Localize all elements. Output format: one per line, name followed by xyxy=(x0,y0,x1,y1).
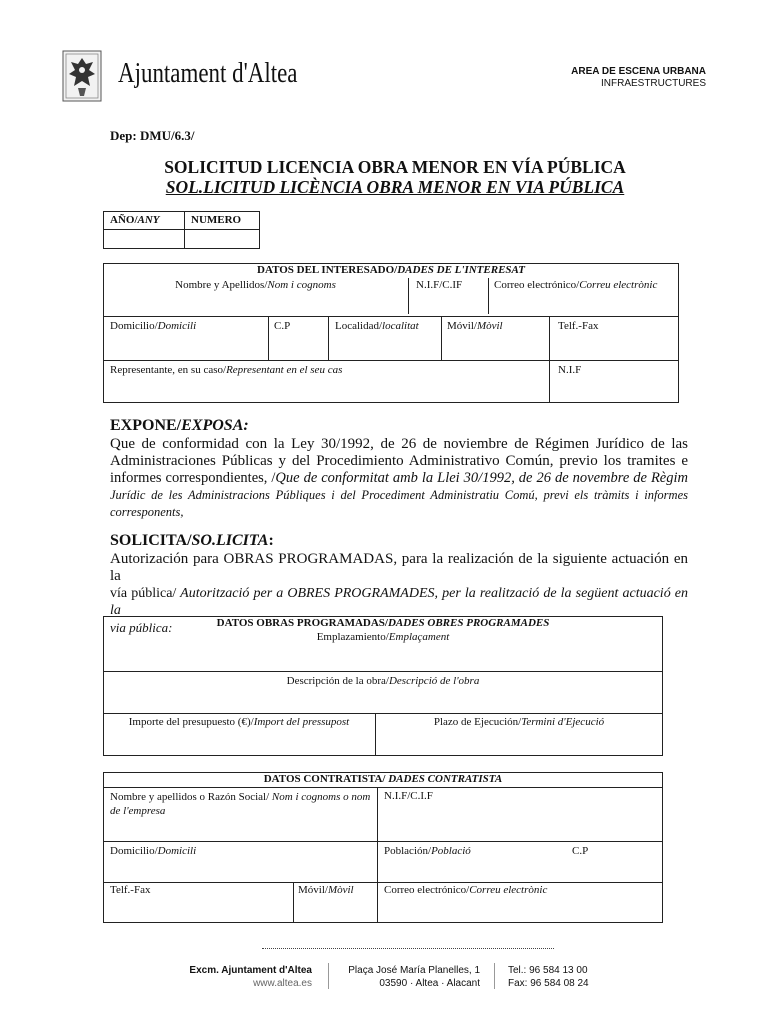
localidad-field[interactable] xyxy=(329,334,440,358)
solicita-line-3: via pública: xyxy=(110,620,173,635)
contratista-movil-label: Móvil/Mòvil xyxy=(298,884,354,896)
telf-field[interactable] xyxy=(550,334,678,358)
contratista-nif-label: N.I.F/C.I.F xyxy=(384,790,433,802)
org-name: Ajuntament d'Altea xyxy=(118,58,298,89)
representante-label: Representante, en su caso/Representant en el seu cas xyxy=(110,364,343,376)
footer-divider xyxy=(262,948,554,949)
expone-text xyxy=(110,436,688,521)
nif-label: N.I.F/C.IF xyxy=(416,279,463,291)
emplazamiento-label: Emplazamiento/Emplaçament xyxy=(316,631,450,643)
cp-field[interactable] xyxy=(269,334,327,358)
coat-of-arms-logo xyxy=(62,50,102,102)
solicita-heading: SOLICITA/SO.LICITA: xyxy=(110,532,274,549)
solicita-line-2: vía pública/ Autorització per a OBRES PROGRAMADES, per la realització de la següent actuació en la xyxy=(110,586,689,618)
expone-line-5: corresponents, xyxy=(110,505,184,519)
area-title: AREA DE ESCENA URBANA xyxy=(571,66,706,77)
contratista-nombre-label: Nombre y apellidos o Razón Social/ Nom i cognoms o nom de l'empresa xyxy=(110,791,371,817)
footer-fax: Fax: 96 584 08 24 xyxy=(508,978,589,989)
domicilio-field[interactable] xyxy=(104,334,267,358)
expone-line-3: informes correspondientes, /Que de conformitat amb la Llei 30/1992, de 26 de novembre de Règim xyxy=(110,470,688,486)
representante-nif-label: N.I.F xyxy=(558,364,582,376)
name-label: Nombre y Apellidos/Nom i cognoms xyxy=(175,279,336,291)
contratista-cp-label: C.P xyxy=(572,845,589,857)
footer-address-2: 03590 · Altea · Alacant xyxy=(379,978,480,989)
movil-label: Móvil/Mòvil xyxy=(447,320,503,332)
contratista-email-field[interactable] xyxy=(378,899,662,921)
email-field[interactable] xyxy=(489,293,678,313)
footer-org: Excm. Ajuntament d'Altea xyxy=(189,965,312,976)
expone-line-2: Administraciones Públicas y del Procedimiento Administrativo Común, previo los tramites e xyxy=(110,453,688,469)
contratista-cp-field[interactable] xyxy=(566,860,662,881)
localidad-label: Localidad/localitat xyxy=(335,320,419,332)
contratista-nombre-field[interactable] xyxy=(104,818,376,840)
plazo-label: Plazo de Ejecución/Termini d'Ejecució xyxy=(433,716,605,728)
contratista-domicilio-field[interactable] xyxy=(104,860,376,881)
representante-field[interactable] xyxy=(104,378,548,400)
telf-label: Telf.-Fax xyxy=(558,320,599,332)
descripcion-field[interactable] xyxy=(104,690,662,712)
contratista-nif-field[interactable] xyxy=(378,804,662,840)
year-field[interactable] xyxy=(104,230,183,248)
plazo-field[interactable] xyxy=(376,731,662,754)
footer-web[interactable]: www.altea.es xyxy=(253,978,312,989)
importe-field[interactable] xyxy=(104,731,374,754)
number-label: NUMERO xyxy=(191,214,242,226)
contratista-poblacion-field[interactable] xyxy=(378,860,562,881)
interesado-heading: DATOS DEL INTERESADO/DADES DE L'INTERESAT xyxy=(257,264,525,276)
expone-line-1: Que de conformidad con la Ley 30/1992, de 26 de noviembre de Régimen Jurídico de las xyxy=(110,436,688,452)
email-label: Correo electrónico/Correu electrònic xyxy=(494,279,658,291)
expone-heading: EXPONE/EXPOSA: xyxy=(110,417,249,434)
number-field[interactable] xyxy=(185,230,259,248)
solicita-line-1: Autorización para OBRAS PROGRAMADAS, para la realización de la siguiente actuación en la xyxy=(110,551,688,584)
expone-line-4: Jurídic de les Administracions Públiques i del Procediment Administratiu Comú, previ els tràmits i informes xyxy=(110,488,688,502)
nif-field[interactable] xyxy=(409,293,487,313)
domicilio-label: Domicilio/Domicili xyxy=(110,320,197,332)
department-code: Dep: DMU/6.3/ xyxy=(110,128,195,143)
contratista-domicilio-label: Domicilio/Domicili xyxy=(110,845,197,857)
contratista-poblacion-label: Población/Població xyxy=(384,845,471,857)
area-subtitle: INFRAESTRUCTURES xyxy=(600,78,706,89)
emplazamiento-field[interactable] xyxy=(104,646,662,670)
title-va: SOL.LICITUD LICÈNCIA OBRA MENOR EN VIA PÚBLICA xyxy=(165,177,625,197)
contratista-email-label: Correo electrónico/Correu electrònic xyxy=(384,884,548,896)
obras-heading: DATOS OBRAS PROGRAMADAS/DADES OBRES PROGRAMADES xyxy=(216,617,550,629)
contratista-movil-field[interactable] xyxy=(294,899,376,921)
importe-label: Importe del presupuesto (€)/Import del pressupost xyxy=(128,716,350,728)
representante-nif-field[interactable] xyxy=(550,378,678,400)
contratista-telf-label: Telf.-Fax xyxy=(110,884,151,896)
year-label: AÑO/ANY xyxy=(110,214,160,226)
descripcion-label: Descripción de la obra/Descripció de l'obra xyxy=(286,675,480,687)
footer-tel: Tel.: 96 584 13 00 xyxy=(508,965,588,976)
name-field[interactable] xyxy=(104,293,407,313)
cp-label: C.P xyxy=(274,320,291,332)
contratista-telf-field[interactable] xyxy=(104,899,292,921)
contratista-heading: DATOS CONTRATISTA/ DADES CONTRATISTA xyxy=(263,773,503,785)
movil-field[interactable] xyxy=(442,334,548,358)
footer-address-1: Plaça José María Planelles, 1 xyxy=(348,965,480,976)
title-es: SOLICITUD LICENCIA OBRA MENOR EN VÍA PÚBLICA xyxy=(164,157,626,177)
